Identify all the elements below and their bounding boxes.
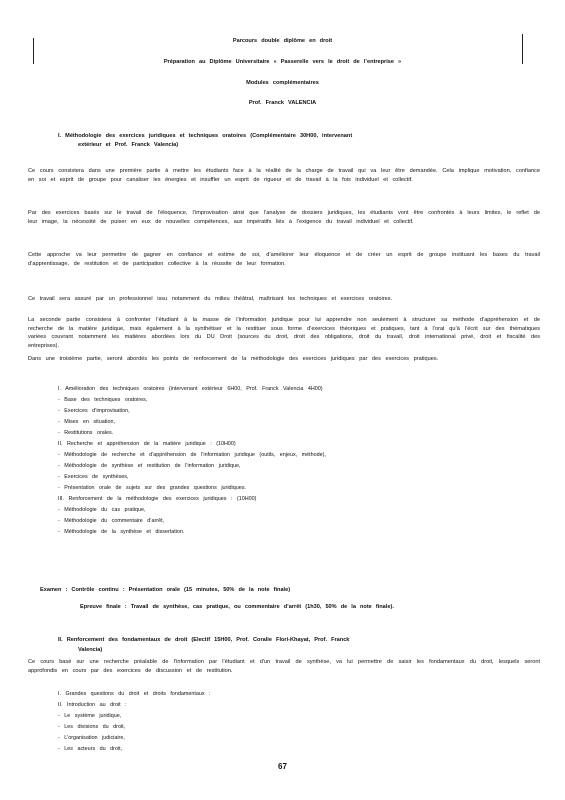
section1-outline-item: III. Renforcement de la méthodologie des exercices juridiques : (10H00) <box>58 496 257 502</box>
header-diploma: Préparation au Diplôme Universitaire « Passerelle vers le droit de l’entreprise » <box>163 59 402 65</box>
section1-paragraph: Ce cours consistera dans une première partie à mettre les étudiants face à la réalité de la charge de travail qui va leur être demandée. Cela implique motivation, confiance en soi et esprit de groupe pour canaliser les énergies et insuffler un esprit de rigueur et de travail à la fois individuel et collectif. <box>28 168 540 183</box>
section1-outline-item: - Exercices d’improvisation, <box>58 408 130 414</box>
section1-outline-item: - Méthodologie du cas pratique, <box>58 507 146 513</box>
header-professor: Prof. Franck VALENCIA <box>248 100 317 106</box>
exam-final: Epreuve finale : Travail de synthèse, cas pratique, ou commentaire d’arrêt (1h30, 50% de la note finale). <box>80 604 394 610</box>
section1-paragraph: Cette approche va leur permettre de gagner en confiance et estime de soi, d’améliorer leur éloquence et de créer un esprit de groupe instituant les bases du travail d’apprentissage, de restitution et de participation collective à la réussite de leur formation. <box>28 252 540 267</box>
section2-outline-item: II. Introduction au droit : <box>58 702 127 708</box>
section1-paragraph: Dans une troisième partie, seront abordés les points de renforcement de la méthodologie des exercices juridiques par des exercices pratiques. <box>28 356 439 362</box>
section1-outline-item: - Base des techniques oratoires, <box>58 397 148 403</box>
section1-outline-item: - Restitutions orales. <box>58 430 114 436</box>
header-program: Parcours double diplôme en droit <box>232 38 333 44</box>
section1-paragraph: Par des exercices basés sur le travail de l’éloquence, l’improvisation ainsi que l’analyse de dossiers juridiques, les étudiants vont être confrontés à leurs limites, le reflet de leur image, la nécessité de puiser en eux de nouvelles compétences, aux impératifs liés à l’exigence du travail individuel et collectif. <box>28 210 540 225</box>
section2-outline-item: - Les acteurs du droit, <box>58 746 123 752</box>
section2-outline-item: - Les divisions du droit, <box>58 724 126 730</box>
section1-outline-item: I. Amélioration des techniques oratoires (intervenant extérieur 6H00, Prof. Franck Valencia 4H00) <box>58 386 323 392</box>
section1-paragraph: La seconde partie consistera à confronter l’étudiant à la masse de l’information juridique pour lui apprendre non seulement à structurer sa méthode d’appréhension et de recherche de la matière juridique, mais également à la synthétiser et la restituer sous forme d’exercices théoriques et pratiques, tant à l’oral qu’à l’écrit sur des thématiques variées couvrant notamment les matières abordées lors du DU Droit (sources du droit, droit des obligations, droit du travail, droit international privé, droit et fiscalité des entreprises). <box>28 317 540 349</box>
section2-heading-cont: Valencia) <box>78 647 103 653</box>
section1-outline-item: - Méthodologie du commentaire d’arrêt, <box>58 518 165 524</box>
section1-heading: I. Méthodologie des exercices juridiques et techniques oratoires (Complémentaire 30H00, intervenant <box>58 133 353 139</box>
section1-outline-item: - Mises en situation, <box>58 419 115 425</box>
section1-outline-item: II. Recherche et appréhension de la matière juridique : (10H00) <box>58 441 236 447</box>
section1-outline-item: - Méthodologie de synthèse et restitution de l’information juridique, <box>58 463 241 469</box>
page-number: 67 <box>278 762 287 771</box>
header-modules: Modules complémentaires <box>246 80 319 86</box>
section2-paragraph: Ce cours basé sur une recherche préalable de l’information par l’étudiant et d’un travail de synthèse, va lui permettre de saisir les fondamentaux du droit, lesquels seront approfondis en cours par des exercices de discussion et de restitution. <box>28 659 540 674</box>
exam-continuous: Examen : Contrôle continu : Présentation orale (15 minutes, 50% de la note finale) <box>40 587 291 593</box>
section1-outline-item: - Méthodologie de la synthèse et dissertation. <box>58 529 185 535</box>
section1-heading-cont: extérieur et Prof. Franck Valencia) <box>78 142 179 148</box>
section2-outline-item: - L’organisation judiciaire, <box>58 735 125 741</box>
section1-outline-item: - Présentation orale de sujets sur des grandes questions juridiques. <box>58 485 246 491</box>
section2-outline-item: I. Grandes questions du droit et droits fondamentaux : <box>58 691 211 697</box>
section1-outline-item: - Exercices de synthèses, <box>58 474 129 480</box>
section1-outline-item: - Méthodologie de recherche et d’appréhension de l’information juridique (outils, enjeux, méthode), <box>58 452 326 458</box>
section2-outline-item: - Le système juridique, <box>58 713 122 719</box>
section1-paragraph: Ce travail sera assuré par un professionnel issu notamment du milieu théâtral, maîtrisant les techniques et exercices oratoires. <box>28 296 393 302</box>
section2-heading: II. Renforcement des fondamentaux de droit (Electif 15H00, Prof. Coralie Flori-Khayat, Prof. Franck <box>58 637 350 643</box>
